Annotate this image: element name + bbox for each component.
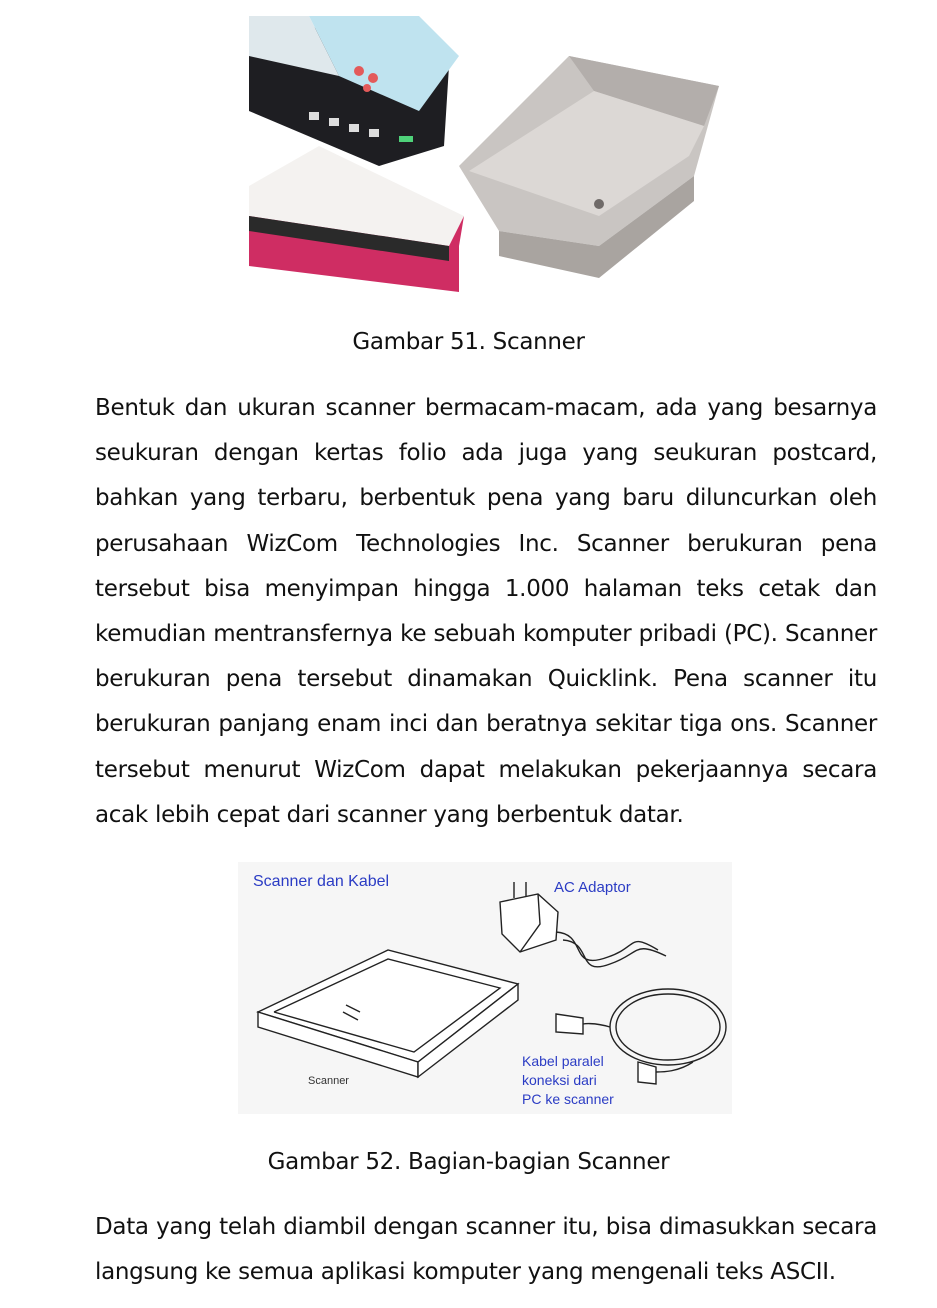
paragraph-line: tersebut menurut WizCom dapat melakukan pekerjaannya secara acak	[95, 756, 877, 828]
body-paragraph	[95, 1205, 877, 1295]
scanner-parts-diagram	[238, 862, 732, 1114]
paragraph-line: tersebut bisa menyimpan hingga 1.000 halaman teks cetak dan	[95, 575, 877, 602]
paragraph-line: lebih cepat dari scanner yang berbentuk datar.	[154, 801, 684, 828]
paragraph-line: bahkan yang terbaru, berbentuk pena yang baru diluncurkan oleh	[95, 485, 877, 512]
scanner-label: Scanner	[308, 1075, 349, 1087]
paragraph-line: kemudian mentransfernya ke sebuah komputer pribadi (PC). Scanner	[95, 621, 877, 648]
paragraph-line: langsung ke semua aplikasi komputer yang mengenali teks ASCII.	[95, 1259, 836, 1286]
scanner-photo	[249, 16, 719, 292]
diagram-title: Scanner dan Kabel	[253, 873, 390, 890]
body-paragraph	[95, 386, 877, 838]
adaptor-label: AC Adaptor	[554, 879, 631, 896]
figure-caption: Gambar 51. Scanner	[352, 329, 585, 355]
paragraph-line: berukuran pena tersebut dinamakan Quicklink. Pena scanner itu	[95, 666, 877, 693]
paragraph-line: berukuran panjang enam inci dan beratnya sekitar tiga ons. Scanner	[95, 711, 877, 738]
cable-label-line: koneksi dari	[522, 1072, 597, 1088]
cable-label-line: PC ke scanner	[522, 1091, 614, 1107]
figure-caption: Gambar 52. Bagian-bagian Scanner	[267, 1149, 670, 1175]
paragraph-line: perusahaan WizCom Technologies Inc. Scanner berukuran pena	[95, 530, 877, 557]
paragraph-line: Bentuk dan ukuran scanner bermacam-macam, ada yang besarnya	[95, 395, 877, 421]
cable-label-line: Kabel paralel	[522, 1053, 604, 1069]
paragraph-line: seukuran dengan kertas folio ada juga yang seukuran postcard,	[95, 440, 877, 467]
paragraph-line: Data yang telah diambil dengan scanner itu, bisa dimasukkan secara	[95, 1214, 877, 1240]
